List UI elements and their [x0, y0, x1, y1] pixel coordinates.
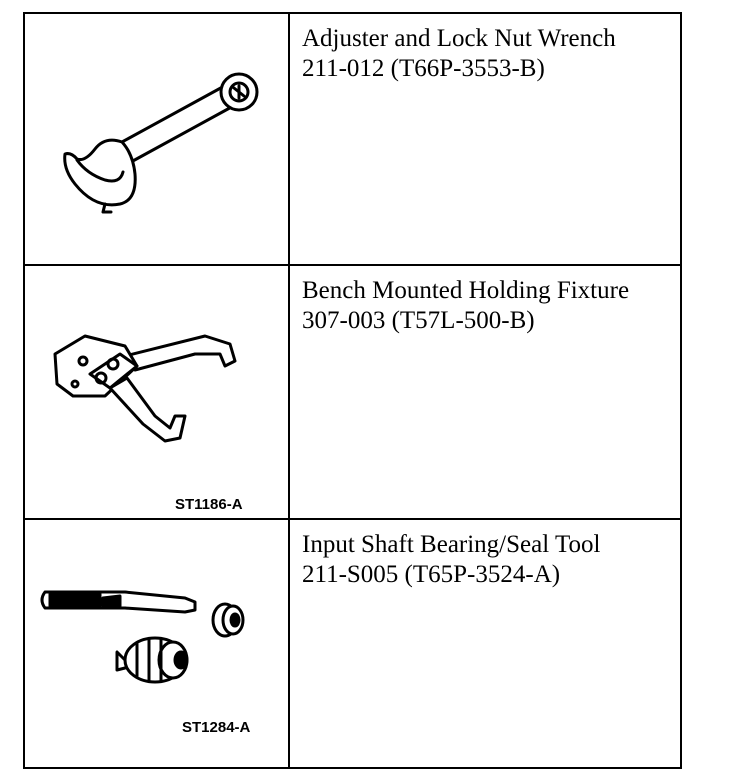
tool-name: Bench Mounted Holding Fixture — [302, 277, 630, 304]
tool-name: Input Shaft Bearing/Seal Tool — [302, 531, 601, 558]
figure-code: ST1284-A — [182, 719, 251, 736]
column-divider — [288, 266, 290, 518]
tool-illustration-cell — [25, 520, 288, 769]
tool-description — [302, 530, 672, 590]
tool-row — [25, 520, 680, 769]
tool-illustration-cell — [25, 266, 288, 518]
tool-row — [25, 14, 680, 266]
special-tools-table — [23, 12, 682, 769]
tool-row — [25, 266, 680, 520]
tool-number: 211-012 (T66P-3553-B) — [302, 55, 545, 82]
tool-description — [302, 276, 672, 336]
tool-illustration-cell — [25, 14, 288, 264]
spanner-wrench-icon — [25, 14, 288, 266]
column-divider — [288, 14, 290, 264]
column-divider — [288, 520, 290, 769]
figure-code: ST1186-A — [175, 496, 243, 513]
holding-fixture-icon — [25, 266, 288, 520]
tool-name: Adjuster and Lock Nut Wrench — [302, 25, 616, 52]
tool-number: 211-S005 (T65P-3524-A) — [302, 561, 561, 588]
tool-description — [302, 24, 672, 84]
tool-number: 307-003 (T57L-500-B) — [302, 307, 535, 334]
